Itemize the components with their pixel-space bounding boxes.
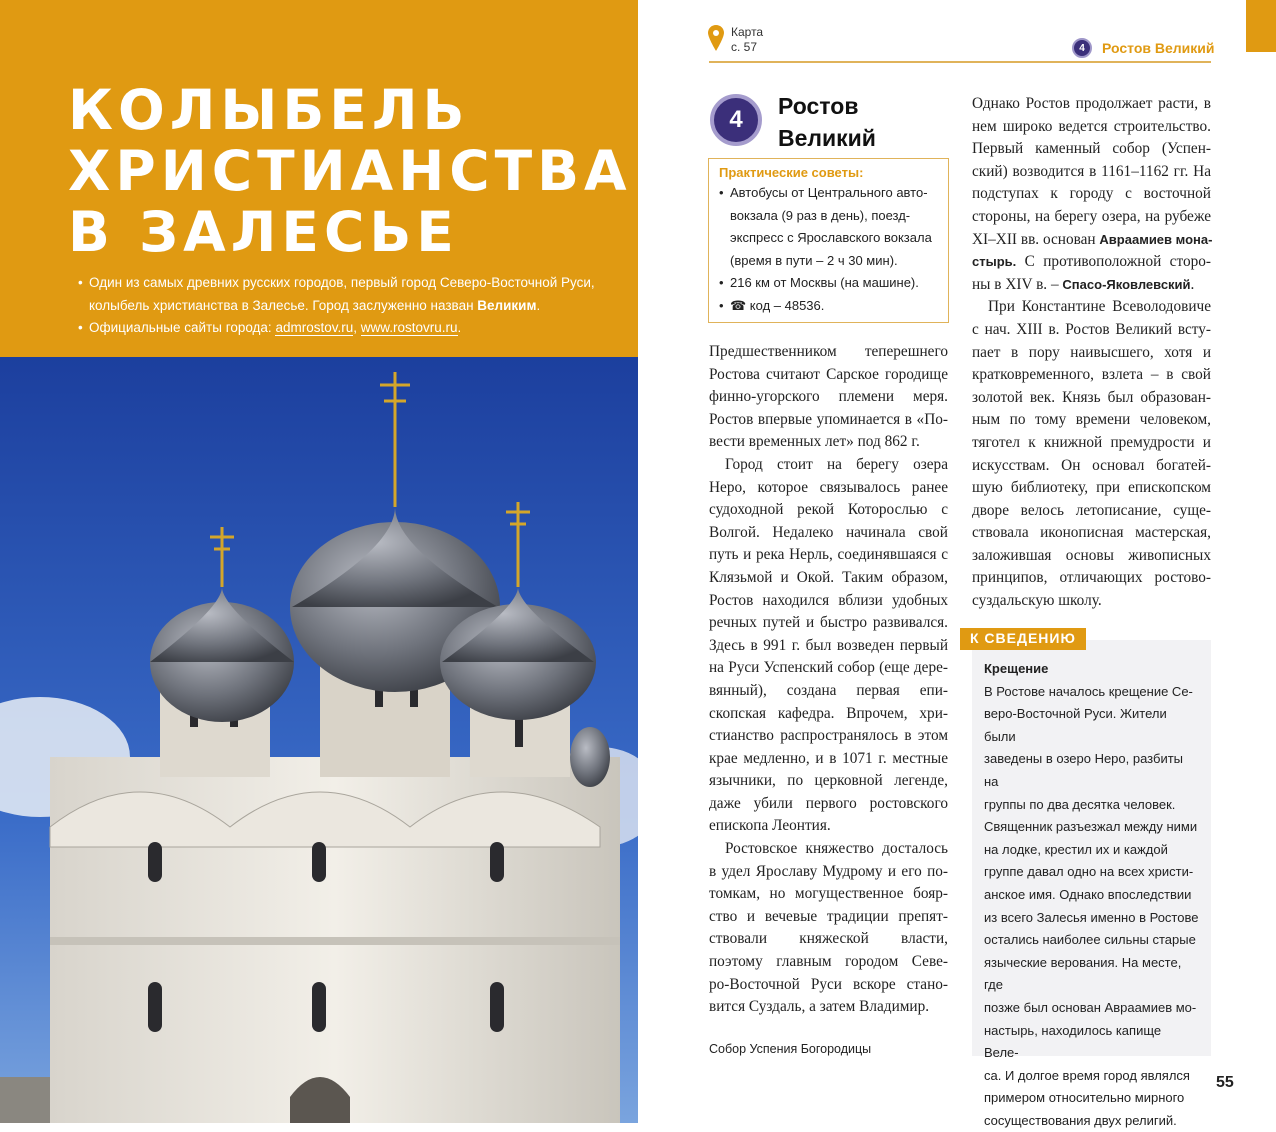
text-line xyxy=(709,477,948,500)
text-line xyxy=(709,725,948,748)
text: вянный), создана первая епи- xyxy=(709,681,948,699)
text: подступах к городу с восточной xyxy=(972,185,1211,203)
text-line xyxy=(709,861,948,884)
text-line xyxy=(709,770,948,793)
text: томкам, но могущественное бояр- xyxy=(709,885,948,903)
text: С противоположной сторо- xyxy=(1016,253,1211,271)
info-sidebar xyxy=(972,640,1211,1128)
sidebar-line: В Ростове началось крещение Се- xyxy=(984,683,1193,699)
sidebar-line: веро-Восточной Руси. Жители были xyxy=(984,706,1167,744)
text-line xyxy=(709,951,948,974)
text: Город стоит на берегу озера xyxy=(725,455,948,473)
chapter-title xyxy=(68,80,632,263)
text: заложившая основы живописных xyxy=(972,546,1211,564)
text-line xyxy=(972,500,1211,523)
text-line xyxy=(709,815,948,838)
intro-item xyxy=(78,317,630,340)
text-line xyxy=(709,522,948,545)
article-title xyxy=(778,90,876,154)
article-number-badge: 4 xyxy=(710,94,762,146)
map-label: Карта xyxy=(731,25,764,39)
tips-title: Практические советы: xyxy=(719,165,864,180)
text-line xyxy=(709,590,948,613)
sidebar-line: примером относительно мирного xyxy=(984,1090,1185,1106)
text: ский) возводится в 1161–1162 гг. На xyxy=(972,162,1211,180)
text-line xyxy=(972,161,1211,184)
text: Ростова считают Сарское городище xyxy=(709,365,948,383)
text-line xyxy=(709,612,948,635)
chapter-tab-marker xyxy=(1246,0,1276,52)
page-number: 55 xyxy=(1216,1074,1234,1091)
text-line xyxy=(972,93,1211,116)
header-rule xyxy=(709,61,1211,63)
text-line xyxy=(972,206,1211,229)
sidebar-line: группе давал одно на всех христи- xyxy=(984,864,1194,880)
text: ны в XIV в. – xyxy=(972,275,1063,293)
intro-text: Официальные сайты города: xyxy=(89,320,276,335)
text: Предшественником теперешнего xyxy=(709,343,948,360)
text: скопская кафедра. Впрочем, хри- xyxy=(709,704,948,722)
text-line xyxy=(709,409,948,432)
text: Здесь в 991 г. был возведен первый xyxy=(709,636,948,654)
text: пает в пору наивысшего, хотя и xyxy=(972,343,1211,361)
text-line xyxy=(972,342,1211,365)
sidebar-line: группы по два десятка человек. xyxy=(984,796,1176,812)
text: принципов, отличающих ростово- xyxy=(972,569,1211,587)
bold-term: стырь. xyxy=(972,254,1017,270)
text: путь и река Нерль, соединявшаяся с xyxy=(709,546,948,564)
text-line xyxy=(972,590,1211,613)
text-line xyxy=(972,387,1211,410)
text-line xyxy=(709,974,948,997)
text: При Константине Всеволодовиче xyxy=(988,298,1211,316)
text-line xyxy=(972,251,1211,274)
title-line: ХРИСТИАНСТВА xyxy=(68,139,632,203)
text-line xyxy=(972,364,1211,387)
text: епископа Леонтия. xyxy=(709,817,831,835)
text-line xyxy=(972,138,1211,161)
sidebar-line: языческие верования. На месте, где xyxy=(984,954,1182,993)
sidebar-line: настырь, находилось капище Веле- xyxy=(984,1022,1162,1061)
text: Ростов впервые упоминается в «По- xyxy=(709,410,948,428)
text: ство и вечевые традиции препят- xyxy=(709,907,948,925)
text: Неро, которое связывалось ранее xyxy=(709,478,948,496)
text: Волгой. Недалеко начинала свой xyxy=(709,523,948,541)
text: язычники, по церковной легенде, xyxy=(709,772,948,790)
text: кратковременного, взлета – в свой xyxy=(972,366,1211,384)
sidebar-line: сосуществования двух религий. xyxy=(984,1112,1177,1128)
text: шую библиотеку, при епископском xyxy=(972,479,1211,497)
text: Однако Ростов продолжает расти, в xyxy=(972,95,1211,112)
text-line xyxy=(972,409,1211,432)
link-admrostov[interactable]: admrostov.ru xyxy=(275,320,354,335)
text-line xyxy=(972,522,1211,545)
sidebar-line: на лодке, крестил их и каждой xyxy=(984,841,1168,857)
intro-text: . xyxy=(536,297,541,313)
text: вится Суздаль, а затем Владимир. xyxy=(709,998,930,1016)
text-line xyxy=(709,793,948,816)
text-line xyxy=(972,567,1211,590)
text: финно-угорского племени меря. xyxy=(709,388,948,406)
text-line xyxy=(709,657,948,680)
text-line xyxy=(972,116,1211,139)
sidebar-line: заведены в озеро Неро, разбиты на xyxy=(984,751,1183,789)
text-line xyxy=(709,635,948,658)
map-page: с. 57 xyxy=(731,40,758,54)
text: речных путей и быстро развивался. xyxy=(709,614,948,632)
text-line xyxy=(972,545,1211,568)
intro-item xyxy=(78,272,630,317)
text: Клязьмой и Окой. Таким образом, xyxy=(709,568,948,586)
text-line xyxy=(709,703,948,726)
article-title-line: Ростов xyxy=(778,93,859,119)
tip-item: • 216 км от Москвы (на машине). xyxy=(719,272,938,295)
text: поэтому главным городом Севе- xyxy=(709,953,948,971)
sidebar-line: остались наиболее сильны старые xyxy=(984,932,1196,948)
text-line xyxy=(709,341,948,364)
link-rostovru[interactable]: www.rostovru.ru xyxy=(360,320,458,335)
running-header xyxy=(1072,38,1214,58)
text-line xyxy=(972,432,1211,455)
title-line: В ЗАЛЕСЬЕ xyxy=(68,200,459,264)
text: ным по тому времени человеком, xyxy=(972,411,1211,429)
cathedral-photo xyxy=(0,357,638,1123)
text-line xyxy=(972,296,1211,319)
running-header-title: Ростов Великий xyxy=(1102,40,1215,56)
text: тяготел к книжной премудрости и xyxy=(972,433,1211,451)
text-line xyxy=(709,454,948,477)
text: . xyxy=(1190,275,1195,293)
text: XI–XII вв. основан xyxy=(972,230,1100,248)
text-line xyxy=(709,431,948,454)
text: суздальскую школу. xyxy=(972,592,1102,610)
text-line xyxy=(709,883,948,906)
sidebar-tag: К СВЕДЕНИЮ xyxy=(960,628,1086,650)
intro-bold: Великим xyxy=(477,297,537,313)
text-line xyxy=(709,996,948,1019)
text-line xyxy=(972,183,1211,206)
text-line xyxy=(709,928,948,951)
section-number-badge: 4 xyxy=(1072,38,1092,58)
intro-text: Один из самых древних русских городов, первый город Северо-Восточной Руси, колыбель христианства в Залесье. Город заслуженно назван xyxy=(89,275,595,313)
text: нем широко ведется строительство. xyxy=(972,117,1211,135)
separator: , xyxy=(353,320,361,335)
text-line xyxy=(709,364,948,387)
tip-item: • Автобусы от Центрального авто-вокзала (9 раз в день), поезд-экспресс с Ярославского вокзала (время в пути – 2 ч 30 мин). xyxy=(719,182,938,272)
text: ствовала иконописная мастерская, xyxy=(972,524,1211,542)
text: в удел Ярославу Мудрому и его по- xyxy=(709,862,948,880)
text-line xyxy=(972,319,1211,342)
text-line xyxy=(972,274,1211,297)
text: даже убили первого ростовского xyxy=(709,794,948,812)
text: Ростов находился вблизи удобных xyxy=(709,591,948,609)
text: ро-Восточной Руси вскоре стано- xyxy=(709,975,948,993)
intro-text: . xyxy=(457,320,462,335)
text-line xyxy=(709,748,948,771)
text: Ростовское княжество досталось xyxy=(725,840,948,858)
sidebar-line: анское имя. Однако впоследствии xyxy=(984,886,1192,902)
text-line xyxy=(972,477,1211,500)
tip-item: • ☎ код – 48536. xyxy=(719,295,938,318)
body-column-2 xyxy=(972,93,1211,613)
text-line xyxy=(709,567,948,590)
text-line xyxy=(709,680,948,703)
text: судоходной рекой Которослью с xyxy=(709,501,948,519)
text: на Руси Успенский собор (еще дере- xyxy=(709,659,948,677)
text-line xyxy=(709,499,948,522)
text-line xyxy=(709,544,948,567)
practical-tips-box xyxy=(708,158,949,323)
text: золотой век. Князь был образован- xyxy=(972,388,1211,406)
photo-caption: Собор Успения Богородицы xyxy=(709,1042,872,1056)
bold-term: Спасо-Яковлевский xyxy=(1062,276,1191,292)
map-pin-icon xyxy=(708,25,724,51)
text: вести временных лет» под 862 г. xyxy=(709,433,920,451)
text: Первый каменный собор (Успен- xyxy=(972,140,1211,158)
sidebar-line: са. И долгое время город являлся xyxy=(984,1067,1190,1083)
bold-term: Авраамиев мона- xyxy=(1099,231,1213,247)
text: крае медленно, и в 1071 г. местные xyxy=(709,749,948,767)
map-reference[interactable] xyxy=(731,25,763,55)
text: ствовали княжеской власти, xyxy=(709,930,948,948)
body-column-1 xyxy=(709,341,948,1019)
text: искусствам. Он основал богатей- xyxy=(972,456,1211,474)
sidebar-title: Крещение xyxy=(984,661,1049,676)
text: стианство распространялось в этом xyxy=(709,727,948,745)
text: стороны, на берегу озера, на рубеже xyxy=(972,207,1211,225)
intro-list xyxy=(78,272,630,340)
sidebar-line: Священник разъезжал между ними xyxy=(984,819,1198,835)
sidebar-line: позже был основан Авраамиев мо- xyxy=(984,999,1197,1015)
text: дворе велось летописание, суще- xyxy=(972,501,1211,519)
text-line xyxy=(709,386,948,409)
text-line xyxy=(972,229,1211,252)
sidebar-line: из всего Залесья именно в Ростове xyxy=(984,909,1199,925)
text-line xyxy=(972,455,1211,478)
article-title-line: Великий xyxy=(778,125,876,151)
text: с нач. XIII в. Ростов Великий всту- xyxy=(972,320,1211,338)
title-line: КОЛЫБЕЛЬ xyxy=(68,78,470,142)
text-line xyxy=(709,838,948,861)
text-line xyxy=(709,906,948,929)
